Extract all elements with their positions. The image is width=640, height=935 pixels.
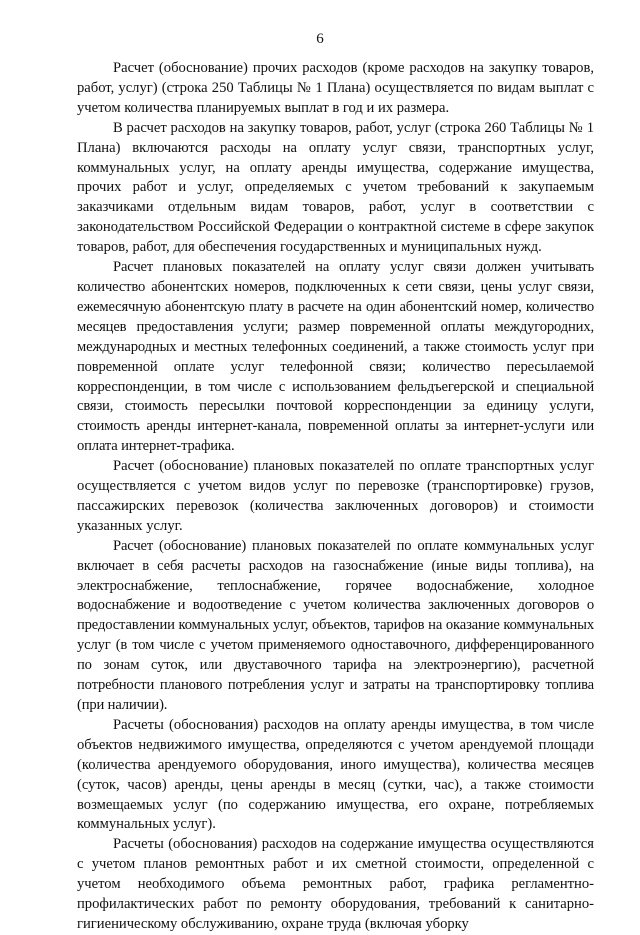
paragraph-utility-services: Расчет (обоснование) плановых показателей по оплате коммунальных услуг включает в себя расчеты расходов на газоснабжение (иные виды топлива), на электроснабжение, теплоснабжение, горячее водоснабжение, холодное водоснабжение и водоотведение с учетом количества заключенных договоров о предоставлении коммунальных услуг, объектов, тарифов на оказание коммунальных услуг (в том числе с учетом применяемого одноставочного, дифференцированного по зонам суток, или двуставочного тарифа на электроэнергию), расчетной потребности планового потребления услуг и затраты на транспортировку топлива (при наличии). xyxy=(77,537,594,713)
document-body xyxy=(77,59,594,935)
paragraph-other-expenses: Расчет (обоснование) прочих расходов (кроме расходов на закупку товаров, работ, услуг) (строка 250 Таблицы № 1 Плана) осуществляется по видам выплат с учетом количества планируемых выплат в год и их размера. xyxy=(77,60,594,116)
paragraph-property-rent: Расчеты (обоснования) расходов на оплату аренды имущества, в том числе объектов недвижимого имущества, определяются с учетом арендуемой площади (количества арендуемого оборудования, иного имущества), количества месяцев (суток, часов) аренды, цены аренды в месяц (сутки, час), а также стоимости возмещаемых услуг (по содержанию имущества, его охране, потребляемых коммунальных услуг). xyxy=(77,716,594,833)
paragraph-property-maintenance: Расчеты (обоснования) расходов на содержание имущества осуществляются с учетом планов ремонтных работ и их сметной стоимости, определенной с учетом необходимого объема ремонтных работ, графика регламентно-профилактических работ по ремонту оборудования, требований к санитарно-гигиеническому обслуживанию, охране труда (включая уборку xyxy=(77,836,594,932)
page-number: 6 xyxy=(316,31,324,47)
paragraph-communication-services: Расчет плановых показателей на оплату услуг связи должен учитывать количество абонентских номеров, подключенных к сети связи, цены услуг связи, ежемесячную абонентскую плату в расчете на один абонентский номер, количество месяцев предоставления услуги; размер повременной оплаты междугородних, международных и местных телефонных соединений, а также стоимость услуг при повременной оплате услуг телефонной связи; количество пересылаемой корреспонденции, в том числе с использованием фельдъегерской и специальной связи, стоимость пересылки почтовой корреспонденции за единицу услуги, стоимость аренды интернет-канала, повременной оплаты за интернет-услуги или оплата интернет-трафика. xyxy=(77,259,594,455)
paragraph-transport-services: Расчет (обоснование) плановых показателей по оплате транспортных услуг осуществляется с учетом видов услуг по перевозке (транспортировке) грузов, пассажирских перевозок (количества заключенных договоров) и стоимости указанных услуг. xyxy=(77,458,594,534)
paragraph-procurement-expenses: В расчет расходов на закупку товаров, работ, услуг (строка 260 Таблицы № 1 Плана) включаются расходы на оплату услуг связи, транспортных услуг, коммунальных услуг, на оплату аренды имущества, содержание имущества, прочих работ и услуг, определяемых с учетом требований к закупаемым заказчиками отдельным видам товаров, работ, услуг в соответствии с законодательством Российской Федерации о контрактной системе в сфере закупок товаров, работ, для обеспечения государственных и муниципальных нужд. xyxy=(77,119,594,256)
